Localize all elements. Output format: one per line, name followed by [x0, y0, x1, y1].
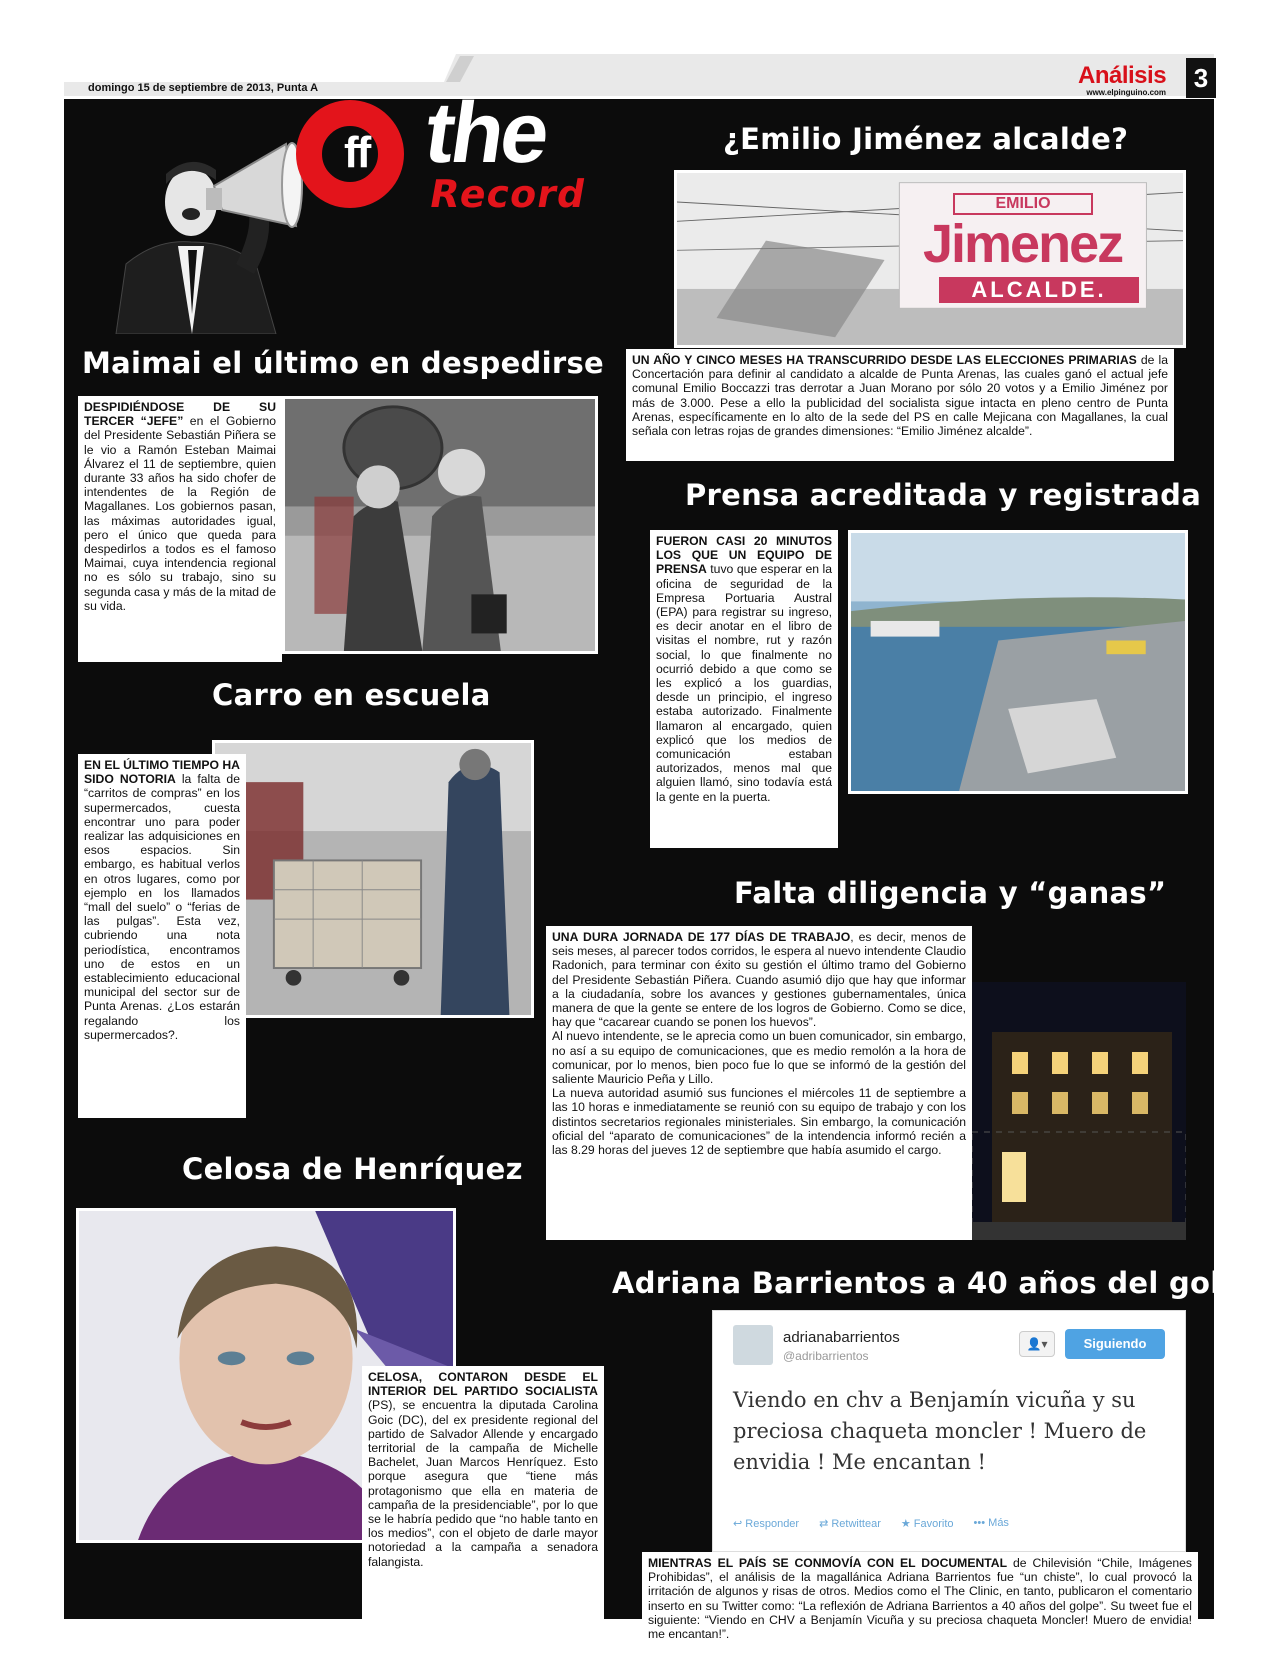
body-celosa: (PS), se encuentra la diputada Carolina Goic (DC), del ex presidente regional del partido de Salvador Allende y encargado territorial de la campaña de Michelle Bachelet, Juan Marcos Henríquez. Esto porque asegura que “tiene más protagonismo que ella en materia de campaña de la presidenciable”, por lo que se le habría pedido que “no hable tanto en los medios”, con el objeto de darle mayor notoriedad a la campaña a senadora falangista. — [368, 1398, 598, 1569]
headline-prensa: Prensa acreditada y registrada — [685, 478, 1202, 512]
logo-record: Record — [426, 172, 590, 216]
photo-maimai — [282, 396, 598, 654]
megaphone-man-icon — [96, 114, 306, 334]
section-brand — [1078, 62, 1166, 97]
avatar[interactable] — [733, 1325, 773, 1365]
headline-celosa: Celosa de Henríquez — [182, 1152, 523, 1186]
publication-date: domingo 15 de septiembre de 2013, Punta A — [88, 82, 319, 94]
logo-ff: ff — [344, 128, 370, 177]
body-emilio: de la Concertación para definir al candidato a alcalde de Punta Arenas, las cuales ganó el actual jefe comunal Emilio Boccazzi tras derrotar a Juan Morano por sólo 20 votos y a Emilio Jiménez por más de 3.000. Pese a ello la publicidad del socialista sigue intacta en pleno centro de Punta Arenas, específicamente en lo alto de la sede del PS en calle Mejicana con Magallanes, la cual señala con letras rojas de grandes dimensiones: “Emilio Jiménez alcalde”. — [632, 353, 1168, 439]
headline-maimai: Maimai el último en despedirse — [82, 346, 604, 380]
page-number: 3 — [1186, 58, 1216, 98]
article-adriana — [642, 1552, 1198, 1642]
article-celosa — [362, 1366, 604, 1624]
lead-maimai: DESPIDIÉNDOSE DE SU TERCER “JEFE” — [84, 400, 276, 429]
tweet-card — [712, 1310, 1186, 1552]
headline-carro: Carro en escuela — [212, 678, 491, 712]
body-falta-3: La nueva autoridad asumió sus funciones el miércoles 11 de septiembre a las 10 horas e inmediatamente se reunió con su equipo de trabajo y con los distintos secretarios regionales ministeriales. Sin embargo, la comunicación oficial del “aparato de comunicaciones” de la intendencia informó recién a las 8.29 horas del jueves 12 de septiembre que había asumido el cargo. — [552, 1086, 966, 1158]
reply-button[interactable]: ↩ Responder — [733, 1518, 800, 1530]
headline-emilio: ¿Emilio Jiménez alcalde? — [723, 122, 1129, 156]
retweet-button[interactable]: ⇄ Retwittear — [819, 1518, 881, 1530]
article-prensa — [650, 530, 838, 848]
section-name: Análisis — [1078, 62, 1167, 89]
lead-emilio: UN AÑO Y CINCO MESES HA TRANSCURRIDO DESDE LAS ELECCIONES PRIMARIAS — [632, 353, 1137, 367]
body-carro: la falta de “carritos de compras” en los supermercados, cuesta encontrar uno para poder realizar las adquisiciones en esos espacios. Sin embargo, es habitual verlos en otros lugares, como por ejemplo en los llamados “mall del suelo” o “ferias de las pulgas”. Esta vez, cubriendo una nota periodística, encontramos uno de estos en un establecimiento educacional municipal del sector sur de Punta Arenas. ¿Los estarán regalando los supermercados?. — [84, 772, 240, 1042]
user-menu-icon[interactable]: 👤▾ — [1019, 1331, 1055, 1357]
body-prensa: tuvo que esperar en la oficina de seguridad de la Empresa Portuaria Austral (EPA) para registrar su ingreso, es decir anotar en el libro de visitas el nombre, rut y razón social, lo que finalmente no ocurrió debido a que como se les explicó a los guardias, desde un principio, el ingreso estaba autorizado. Finalmente llamaron al encargado, quien explicó que los medios de comunicación estaban autorizados, menos mal que alguien llamó, sino todavía está la gente en la puerta. — [656, 562, 832, 804]
article-emilio — [626, 349, 1174, 461]
photo-cart — [212, 740, 534, 1018]
sign-emilio: EMILIO — [953, 193, 1093, 215]
headline-falta: Falta diligencia y “ganas” — [734, 876, 1167, 910]
lead-celosa: CELOSA, CONTARON DESDE EL INTERIOR DEL PARTIDO SOCIALISTA — [368, 1370, 598, 1399]
photo-port — [848, 530, 1188, 794]
article-carro — [78, 754, 246, 1118]
photo-night-building — [972, 982, 1186, 1240]
lead-prensa: FUERON CASI 20 MINUTOS LOS QUE UN EQUIPO DE PRENSA — [656, 534, 832, 577]
photo-emilio-sign — [674, 170, 1186, 348]
tweet-username[interactable]: adrianabarrientos — [783, 1329, 900, 1346]
logo-the: the — [419, 85, 553, 181]
lead-falta: UNA DURA JORNADA DE 177 DÍAS DE TRABAJO — [552, 930, 851, 944]
lead-adriana: MIENTRAS EL PAÍS SE CONMOVÍA CON EL DOCUMENTAL — [648, 1556, 1008, 1570]
article-maimai — [78, 396, 282, 662]
off-the-record-logo — [96, 84, 656, 334]
sign-jimenez: Jimenez — [923, 214, 1123, 274]
body-falta-2: Al nuevo intendente, se le aprecia como un buen comunicador, sin embargo, no así a su equipo de comunicaciones, que es medio remolón a la hora de comunicar, por lo menos, bien poco fue lo que se informó de la gestión del saliente Mauricio Peña y Lillo. — [552, 1029, 966, 1087]
body-adriana: de Chilevisión “Chile, Imágenes Prohibidas”, el análisis de la magallánica Adriana Barrientos fue “un chiste”, lo cual provocó la irritación de algunos y risas de otros. Medios como el The Clinic, en tanto, publicaron el comentario inserto en su Twitter como: “La reflexión de Adriana Barrientos a 40 años del golpe”. Su tweet fue el siguiente: “Viendo en CHV a Benjamín Vicuña y su preciosa chaqueta Moncler! Muero de envidia! me encantan!”. — [648, 1556, 1193, 1642]
site-url: www.elpinguino.com — [1086, 88, 1167, 97]
article-falta — [546, 926, 972, 1240]
favorite-button[interactable]: ★ Favorito — [900, 1518, 954, 1530]
lead-carro: EN EL ÚLTIMO TIEMPO HA SIDO NOTORIA — [84, 758, 240, 787]
sign-alcalde: ALCALDE. — [939, 277, 1139, 303]
tweet-actions — [733, 1517, 1009, 1530]
falta-p1 — [552, 930, 966, 1029]
tweet-handle: @adribarrientos — [783, 1349, 869, 1363]
body-falta-1: , es decir, menos de seis meses, al parecer todos corridos, le espera al nuevo intendente Claudio Radonich, para terminar con éxito su gestión el último tramo del Gobierno del Presidente Sebastián Piñera. Cuando asumió dijo que hay que informar a la ciudadanía, sobre los avances y gestiones gubernamentales, única manera de que la gente se entere de los logros de Gobierno. Como se dice, hay que “cacarear cuando se ponen los huevos”. — [552, 930, 966, 1030]
more-button[interactable]: ••• Más — [973, 1517, 1009, 1529]
following-button[interactable]: Siguiendo — [1065, 1329, 1165, 1359]
headline-adriana: Adriana Barrientos a 40 años del golpe — [612, 1266, 1262, 1300]
tweet-text: Viendo en chv a Benjamín vicuña y su preciosa chaqueta moncler ! Muero de envidia ! Me encantan ! — [733, 1388, 1147, 1474]
body-maimai: en el Gobierno del Presidente Sebastián Piñera se le vio a Ramón Esteban Maimai Álvarez el 11 de septiembre, quien durante 33 años ha sido chofer de intendentes de la Región de Magallanes. Los gobiernos pasan, las máximas autoridades igual, pero el único que queda para despedirlos a todos es el famoso Maimai, cuya intendencia regional no es sólo su trabajo, sino su segunda casa y más de la mitad de su vida. — [84, 414, 276, 613]
